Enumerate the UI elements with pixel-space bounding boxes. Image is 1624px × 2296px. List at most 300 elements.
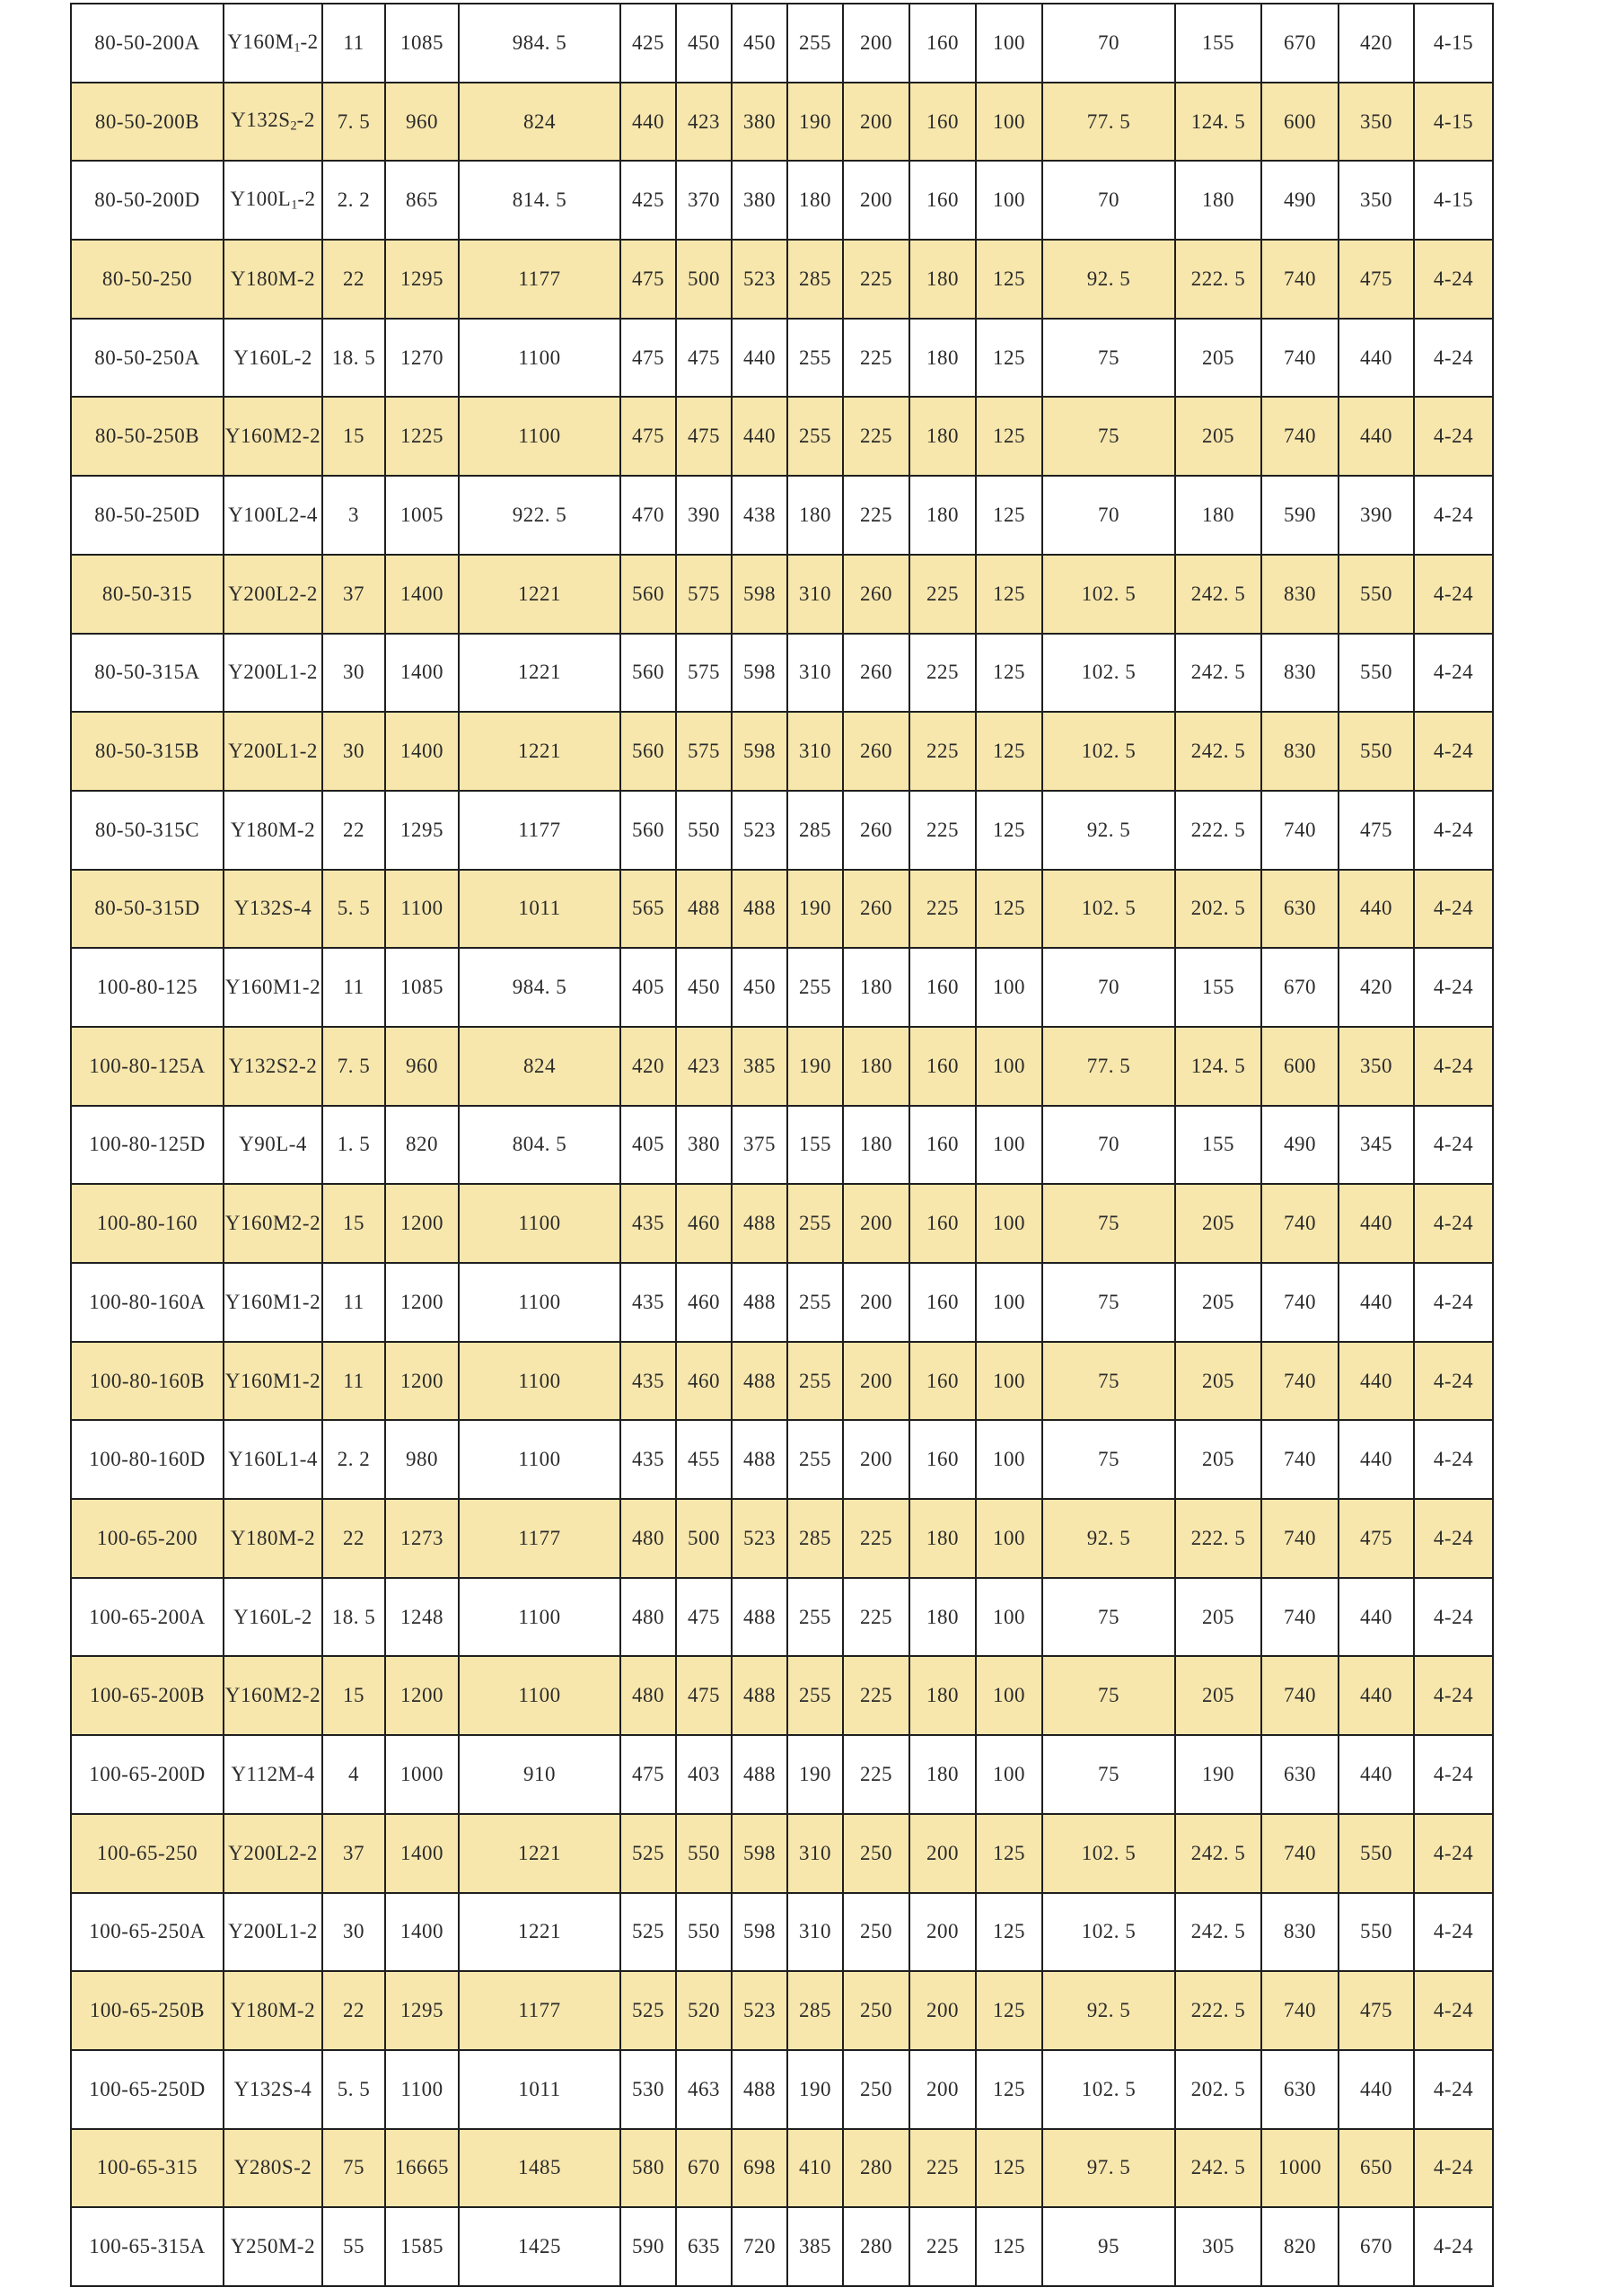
table-cell: 440 bbox=[1339, 1342, 1414, 1421]
table-cell: 1400 bbox=[385, 634, 459, 713]
table-cell: 80-50-315A bbox=[71, 634, 224, 713]
table-cell: 255 bbox=[787, 948, 843, 1027]
table-cell: 1400 bbox=[385, 555, 459, 634]
table-cell: 2. 2 bbox=[322, 161, 385, 240]
table-cell: 560 bbox=[620, 791, 676, 870]
table-cell: 75 bbox=[1042, 397, 1175, 476]
table-cell: 100-80-125A bbox=[71, 1027, 224, 1106]
table-cell: 440 bbox=[732, 319, 787, 398]
table-cell: 475 bbox=[620, 397, 676, 476]
table-cell: 155 bbox=[1175, 1106, 1261, 1185]
table-cell: 180 bbox=[843, 1106, 909, 1185]
table-cell: 830 bbox=[1261, 712, 1339, 791]
table-cell: Y160L-2 bbox=[224, 1578, 322, 1657]
table-row bbox=[71, 712, 1493, 791]
table-cell: 100-65-315A bbox=[71, 2207, 224, 2286]
table-cell: 440 bbox=[1339, 1184, 1414, 1263]
table-cell: 30 bbox=[322, 1893, 385, 1972]
table-cell: 475 bbox=[1339, 1499, 1414, 1578]
table-cell: 80-50-315B bbox=[71, 712, 224, 791]
table-cell: 824 bbox=[459, 83, 620, 162]
table-cell: 670 bbox=[676, 2129, 732, 2208]
table-cell: 1221 bbox=[459, 1893, 620, 1972]
table-cell: 1295 bbox=[385, 1971, 459, 2050]
table-cell: 1085 bbox=[385, 948, 459, 1027]
table-cell: 200 bbox=[843, 161, 909, 240]
table-cell: 205 bbox=[1175, 397, 1261, 476]
table-cell: 740 bbox=[1261, 1656, 1339, 1735]
table-cell: 155 bbox=[1175, 948, 1261, 1027]
table-cell: 255 bbox=[787, 1342, 843, 1421]
table-cell: 1000 bbox=[385, 1735, 459, 1814]
table-cell: 100-65-200 bbox=[71, 1499, 224, 1578]
table-cell: 488 bbox=[732, 1420, 787, 1499]
table-cell: 190 bbox=[787, 2050, 843, 2129]
table-cell: 550 bbox=[1339, 1814, 1414, 1893]
table-row bbox=[71, 1656, 1493, 1735]
table-cell: 37 bbox=[322, 1814, 385, 1893]
table-cell: 125 bbox=[976, 2129, 1042, 2208]
table-cell: Y200L2-2 bbox=[224, 1814, 322, 1893]
table-cell: 488 bbox=[732, 1263, 787, 1342]
table-cell: 202. 5 bbox=[1175, 2050, 1261, 2129]
table-cell: 438 bbox=[732, 476, 787, 555]
table-cell: 4-24 bbox=[1414, 1106, 1493, 1185]
table-cell: 18. 5 bbox=[322, 319, 385, 398]
table-cell: 97. 5 bbox=[1042, 2129, 1175, 2208]
table-cell: 1270 bbox=[385, 319, 459, 398]
table-cell: 100 bbox=[976, 948, 1042, 1027]
table-cell: 80-50-315 bbox=[71, 555, 224, 634]
table-cell: 92. 5 bbox=[1042, 1971, 1175, 2050]
table-cell: 80-50-315C bbox=[71, 791, 224, 870]
table-cell: 1585 bbox=[385, 2207, 459, 2286]
table-cell: 1177 bbox=[459, 1499, 620, 1578]
table-cell: Y180M-2 bbox=[224, 240, 322, 319]
table-cell: Y250M-2 bbox=[224, 2207, 322, 2286]
table-cell: 77. 5 bbox=[1042, 83, 1175, 162]
table-cell: 450 bbox=[732, 948, 787, 1027]
table-cell: 475 bbox=[620, 319, 676, 398]
table-cell: 100-80-125 bbox=[71, 948, 224, 1027]
table-cell: 3 bbox=[322, 476, 385, 555]
table-cell: 255 bbox=[787, 1578, 843, 1657]
table-cell: 460 bbox=[676, 1184, 732, 1263]
table-cell: 1. 5 bbox=[322, 1106, 385, 1185]
table-cell: 180 bbox=[909, 397, 976, 476]
table-cell: 440 bbox=[1339, 1420, 1414, 1499]
table-cell: Y200L2-2 bbox=[224, 555, 322, 634]
table-row bbox=[71, 1814, 1493, 1893]
table-cell: 1100 bbox=[459, 397, 620, 476]
table-cell: 155 bbox=[787, 1106, 843, 1185]
table-cell: 475 bbox=[676, 319, 732, 398]
table-cell: 1100 bbox=[459, 1342, 620, 1421]
table-cell: 440 bbox=[732, 397, 787, 476]
table-cell: 4-24 bbox=[1414, 1263, 1493, 1342]
table-cell: 4-24 bbox=[1414, 1578, 1493, 1657]
table-row bbox=[71, 397, 1493, 476]
table-cell: 125 bbox=[976, 870, 1042, 949]
table-cell: Y160M2-2 bbox=[224, 1184, 322, 1263]
table-row bbox=[71, 1027, 1493, 1106]
table-cell: 380 bbox=[732, 83, 787, 162]
table-cell: 285 bbox=[787, 791, 843, 870]
table-cell: Y200L1-2 bbox=[224, 712, 322, 791]
table-cell: 740 bbox=[1261, 240, 1339, 319]
table-cell: 390 bbox=[676, 476, 732, 555]
table-cell: 1100 bbox=[459, 319, 620, 398]
table-cell: 1200 bbox=[385, 1184, 459, 1263]
table-cell: 260 bbox=[843, 634, 909, 713]
table-cell: 11 bbox=[322, 1263, 385, 1342]
table-cell: 100-80-160 bbox=[71, 1184, 224, 1263]
table-cell: 1011 bbox=[459, 2050, 620, 2129]
table-cell: 455 bbox=[676, 1420, 732, 1499]
table-cell: 598 bbox=[732, 1814, 787, 1893]
table-cell: 160 bbox=[909, 1184, 976, 1263]
table-cell: 460 bbox=[676, 1342, 732, 1421]
table-cell: 740 bbox=[1261, 1420, 1339, 1499]
table-cell: 565 bbox=[620, 870, 676, 949]
table-cell: 310 bbox=[787, 712, 843, 791]
table-cell: 480 bbox=[620, 1499, 676, 1578]
table-cell: 523 bbox=[732, 1499, 787, 1578]
table-cell: 590 bbox=[620, 2207, 676, 2286]
table-cell: 385 bbox=[732, 1027, 787, 1106]
table-cell: 305 bbox=[1175, 2207, 1261, 2286]
table-cell: 922. 5 bbox=[459, 476, 620, 555]
table-cell: 225 bbox=[843, 1656, 909, 1735]
table-cell: 22 bbox=[322, 1499, 385, 1578]
table-row bbox=[71, 1735, 1493, 1814]
table-cell: 100-65-250 bbox=[71, 1814, 224, 1893]
table-cell: 285 bbox=[787, 1499, 843, 1578]
table-cell: 124. 5 bbox=[1175, 1027, 1261, 1106]
table-cell: 80-50-250D bbox=[71, 476, 224, 555]
table-cell: 225 bbox=[843, 319, 909, 398]
table-cell: 488 bbox=[732, 1578, 787, 1657]
table-cell: 350 bbox=[1339, 161, 1414, 240]
table-cell: 102. 5 bbox=[1042, 2050, 1175, 2129]
table-cell: 500 bbox=[676, 1499, 732, 1578]
table-cell: Y160L-2 bbox=[224, 319, 322, 398]
table-cell: 460 bbox=[676, 1263, 732, 1342]
table-cell: 200 bbox=[909, 1893, 976, 1972]
table-cell: 190 bbox=[787, 1027, 843, 1106]
table-cell: 92. 5 bbox=[1042, 1499, 1175, 1578]
table-cell: 80-50-200A bbox=[71, 4, 224, 83]
table-cell: 720 bbox=[732, 2207, 787, 2286]
table-cell: 75 bbox=[322, 2129, 385, 2208]
table-cell: 100-65-200B bbox=[71, 1656, 224, 1735]
table-cell: 37 bbox=[322, 555, 385, 634]
table-cell: 225 bbox=[843, 476, 909, 555]
table-cell: 4 bbox=[322, 1735, 385, 1814]
table-cell: 370 bbox=[676, 161, 732, 240]
table-cell: 4-15 bbox=[1414, 161, 1493, 240]
table-cell: 1425 bbox=[459, 2207, 620, 2286]
table-cell: 960 bbox=[385, 83, 459, 162]
table-cell: 420 bbox=[1339, 948, 1414, 1027]
table-cell: 598 bbox=[732, 634, 787, 713]
table-cell: 80-50-250A bbox=[71, 319, 224, 398]
table-cell: 440 bbox=[1339, 319, 1414, 398]
table-cell: 125 bbox=[976, 555, 1042, 634]
table-cell: 250 bbox=[843, 1814, 909, 1893]
table-cell: 100-65-250A bbox=[71, 1893, 224, 1972]
table-cell: 100 bbox=[976, 1342, 1042, 1421]
table-cell: 180 bbox=[843, 948, 909, 1027]
table-cell: Y200L1-2 bbox=[224, 1893, 322, 1972]
table-cell: 70 bbox=[1042, 4, 1175, 83]
table-cell: 190 bbox=[787, 1735, 843, 1814]
table-cell: 100-65-200A bbox=[71, 1578, 224, 1657]
table-cell: 75 bbox=[1042, 1263, 1175, 1342]
table-cell: 242. 5 bbox=[1175, 1893, 1261, 1972]
table-cell: 260 bbox=[843, 791, 909, 870]
table-cell: 260 bbox=[843, 712, 909, 791]
table-cell: 4-24 bbox=[1414, 1656, 1493, 1735]
table-cell: 830 bbox=[1261, 1893, 1339, 1972]
table-cell: 1100 bbox=[459, 1420, 620, 1499]
table-cell: 435 bbox=[620, 1420, 676, 1499]
table-cell: 1100 bbox=[385, 870, 459, 949]
table-cell: 550 bbox=[676, 1814, 732, 1893]
table-cell: 1485 bbox=[459, 2129, 620, 2208]
table-cell: 225 bbox=[909, 870, 976, 949]
pump-spec-table bbox=[70, 3, 1494, 2287]
table-cell: 550 bbox=[1339, 1893, 1414, 1972]
table-cell: 160 bbox=[909, 83, 976, 162]
table-cell: 423 bbox=[676, 83, 732, 162]
table-cell: 390 bbox=[1339, 476, 1414, 555]
table-cell: 160 bbox=[909, 1263, 976, 1342]
table-cell: 740 bbox=[1261, 1578, 1339, 1657]
table-cell: 423 bbox=[676, 1027, 732, 1106]
table-cell: 380 bbox=[732, 161, 787, 240]
table-cell: $Y160M_1-2$ bbox=[224, 4, 322, 83]
table-cell: 225 bbox=[909, 712, 976, 791]
table-cell: 575 bbox=[676, 555, 732, 634]
table-cell: 55 bbox=[322, 2207, 385, 2286]
table-cell: 420 bbox=[1339, 4, 1414, 83]
table-cell: 75 bbox=[1042, 1184, 1175, 1263]
table-cell: 650 bbox=[1339, 2129, 1414, 2208]
table-cell: 102. 5 bbox=[1042, 1814, 1175, 1893]
table-cell: 225 bbox=[909, 2207, 976, 2286]
table-cell: 824 bbox=[459, 1027, 620, 1106]
table-cell: 200 bbox=[843, 1342, 909, 1421]
table-cell: 92. 5 bbox=[1042, 240, 1175, 319]
table-cell: 222. 5 bbox=[1175, 240, 1261, 319]
table-cell: Y280S-2 bbox=[224, 2129, 322, 2208]
table-cell: Y90L-4 bbox=[224, 1106, 322, 1185]
table-cell: 255 bbox=[787, 4, 843, 83]
table-cell: 980 bbox=[385, 1420, 459, 1499]
table-cell: 740 bbox=[1261, 791, 1339, 870]
table-row bbox=[71, 4, 1493, 83]
table-row bbox=[71, 240, 1493, 319]
table-cell: 470 bbox=[620, 476, 676, 555]
table-cell: 200 bbox=[843, 1263, 909, 1342]
table-cell: 4-24 bbox=[1414, 555, 1493, 634]
table-cell: 180 bbox=[787, 476, 843, 555]
table-cell: 1221 bbox=[459, 712, 620, 791]
table-cell: 125 bbox=[976, 2050, 1042, 2129]
table-cell: 180 bbox=[909, 319, 976, 398]
table-cell: 125 bbox=[976, 240, 1042, 319]
table-row bbox=[71, 476, 1493, 555]
table-cell: 600 bbox=[1261, 83, 1339, 162]
table-cell: 804. 5 bbox=[459, 1106, 620, 1185]
table-cell: 865 bbox=[385, 161, 459, 240]
table-cell: Y160M1-2 bbox=[224, 1342, 322, 1421]
table-cell: 100 bbox=[976, 1184, 1042, 1263]
table-cell: 242. 5 bbox=[1175, 555, 1261, 634]
table-cell: 310 bbox=[787, 555, 843, 634]
table-cell: 102. 5 bbox=[1042, 1893, 1175, 1972]
table-row bbox=[71, 870, 1493, 949]
table-cell: 820 bbox=[1261, 2207, 1339, 2286]
table-cell: 475 bbox=[620, 240, 676, 319]
table-cell: 488 bbox=[732, 1342, 787, 1421]
table-cell: 100 bbox=[976, 161, 1042, 240]
table-cell: 550 bbox=[676, 791, 732, 870]
table-cell: 1011 bbox=[459, 870, 620, 949]
table-cell: 4-24 bbox=[1414, 1420, 1493, 1499]
table-cell: 1005 bbox=[385, 476, 459, 555]
table-cell: 670 bbox=[1339, 2207, 1414, 2286]
table-cell: 560 bbox=[620, 712, 676, 791]
table-cell: Y160M2-2 bbox=[224, 1656, 322, 1735]
table-cell: 1273 bbox=[385, 1499, 459, 1578]
table-row bbox=[71, 2207, 1493, 2286]
table-row bbox=[71, 83, 1493, 162]
table-cell: 160 bbox=[909, 161, 976, 240]
table-cell: 630 bbox=[1261, 870, 1339, 949]
table-cell: 11 bbox=[322, 1342, 385, 1421]
table-cell: 830 bbox=[1261, 634, 1339, 713]
table-cell: 222. 5 bbox=[1175, 791, 1261, 870]
table-cell: 550 bbox=[1339, 712, 1414, 791]
table-cell: 4-24 bbox=[1414, 1893, 1493, 1972]
table-cell: 580 bbox=[620, 2129, 676, 2208]
table-cell: 205 bbox=[1175, 1263, 1261, 1342]
table-cell: 984. 5 bbox=[459, 4, 620, 83]
table-cell: 740 bbox=[1261, 319, 1339, 398]
table-cell: 1100 bbox=[459, 1184, 620, 1263]
table-cell: 435 bbox=[620, 1184, 676, 1263]
table-row bbox=[71, 1420, 1493, 1499]
table-cell: 4-24 bbox=[1414, 948, 1493, 1027]
table-cell: 1100 bbox=[385, 2050, 459, 2129]
table-cell: 523 bbox=[732, 240, 787, 319]
table-cell: 125 bbox=[976, 1814, 1042, 1893]
table-cell: 385 bbox=[787, 2207, 843, 2286]
table-cell: 180 bbox=[909, 1735, 976, 1814]
table-cell: 225 bbox=[843, 240, 909, 319]
table-cell: 77. 5 bbox=[1042, 1027, 1175, 1106]
table-cell: 550 bbox=[1339, 634, 1414, 713]
table-cell: 11 bbox=[322, 948, 385, 1027]
table-cell: 4-24 bbox=[1414, 2129, 1493, 2208]
table-cell: 205 bbox=[1175, 1184, 1261, 1263]
table-cell: 4-24 bbox=[1414, 240, 1493, 319]
table-cell: 200 bbox=[843, 1420, 909, 1499]
table-cell: 92. 5 bbox=[1042, 791, 1175, 870]
table-cell: 242. 5 bbox=[1175, 712, 1261, 791]
table-cell: 255 bbox=[787, 319, 843, 398]
table-cell: 225 bbox=[843, 1499, 909, 1578]
table-cell: 100 bbox=[976, 1106, 1042, 1185]
table-cell: 525 bbox=[620, 1814, 676, 1893]
table-cell: 225 bbox=[909, 791, 976, 870]
table-cell: 488 bbox=[732, 870, 787, 949]
table-cell: 550 bbox=[676, 1893, 732, 1972]
table-cell: 15 bbox=[322, 1184, 385, 1263]
table-cell: 488 bbox=[732, 2050, 787, 2129]
table-row bbox=[71, 161, 1493, 240]
table-cell: 102. 5 bbox=[1042, 634, 1175, 713]
table-cell: 4-24 bbox=[1414, 712, 1493, 791]
table-cell: 242. 5 bbox=[1175, 634, 1261, 713]
table-cell: 405 bbox=[620, 1106, 676, 1185]
table-cell: $Y100L_1-2$ bbox=[224, 161, 322, 240]
table-cell: 190 bbox=[1175, 1735, 1261, 1814]
table-cell: 250 bbox=[843, 1893, 909, 1972]
table-cell: 740 bbox=[1261, 1184, 1339, 1263]
table-cell: 190 bbox=[787, 870, 843, 949]
table-cell: 250 bbox=[843, 2050, 909, 2129]
table-cell: 70 bbox=[1042, 476, 1175, 555]
table-cell: 523 bbox=[732, 1971, 787, 2050]
table-cell: 125 bbox=[976, 476, 1042, 555]
table-cell: 200 bbox=[909, 2050, 976, 2129]
table-cell: 490 bbox=[1261, 1106, 1339, 1185]
table-cell: 200 bbox=[843, 4, 909, 83]
table-cell: 125 bbox=[976, 791, 1042, 870]
table-cell: 205 bbox=[1175, 1578, 1261, 1657]
table-cell: 80-50-250 bbox=[71, 240, 224, 319]
table-cell: 740 bbox=[1261, 1342, 1339, 1421]
table-cell: 1177 bbox=[459, 240, 620, 319]
table-cell: 80-50-250B bbox=[71, 397, 224, 476]
table-cell: 480 bbox=[620, 1656, 676, 1735]
table-cell: 100 bbox=[976, 1027, 1042, 1106]
table-cell: 1248 bbox=[385, 1578, 459, 1657]
table-cell: 475 bbox=[620, 1735, 676, 1814]
table-cell: 375 bbox=[732, 1106, 787, 1185]
table-cell: 4-24 bbox=[1414, 1814, 1493, 1893]
table-cell: 205 bbox=[1175, 319, 1261, 398]
table-cell: 598 bbox=[732, 712, 787, 791]
table-cell: 75 bbox=[1042, 1420, 1175, 1499]
table-cell: 242. 5 bbox=[1175, 1814, 1261, 1893]
table-cell: Y100L2-4 bbox=[224, 476, 322, 555]
table-cell: 100 bbox=[976, 1656, 1042, 1735]
table-cell: 345 bbox=[1339, 1106, 1414, 1185]
table-cell: 4-24 bbox=[1414, 2207, 1493, 2286]
table-cell: 75 bbox=[1042, 319, 1175, 398]
table-cell: Y160M1-2 bbox=[224, 1263, 322, 1342]
table-cell: 242. 5 bbox=[1175, 2129, 1261, 2208]
table-cell: 560 bbox=[620, 555, 676, 634]
table-cell: 440 bbox=[1339, 2050, 1414, 2129]
table-row bbox=[71, 1184, 1493, 1263]
table-cell: 488 bbox=[732, 1656, 787, 1735]
table-cell: 180 bbox=[1175, 161, 1261, 240]
